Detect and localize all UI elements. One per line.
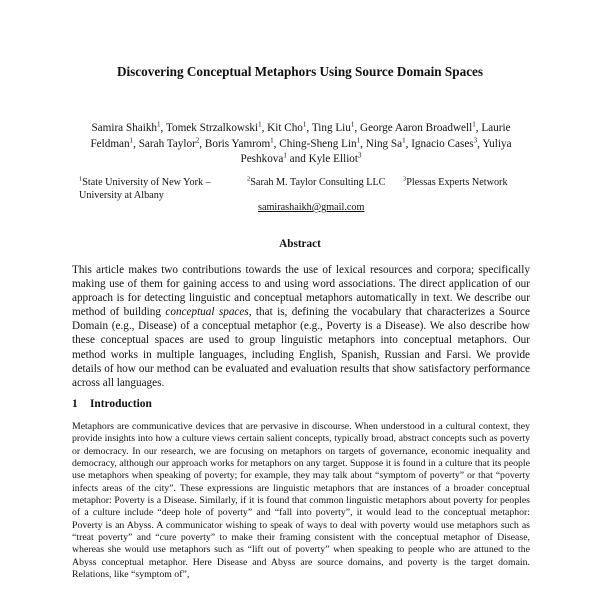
author: Ignacio Cases$^3$, bbox=[411, 135, 483, 150]
author: Yuliya Peshkova$^1$ and bbox=[240, 137, 512, 165]
affiliation-2: $^2$Sarah M. Taylor Consulting LLC bbox=[247, 175, 386, 188]
author-list bbox=[70, 121, 532, 168]
author: Kyle Elliot$^3$ bbox=[308, 151, 362, 165]
section-heading-introduction: 1 Introduction bbox=[72, 398, 152, 410]
affiliation-1: $^1$State University of New York – University at Albany bbox=[79, 175, 211, 201]
author: Ting Liu$^1$, bbox=[311, 120, 360, 134]
abstract-heading: Abstract bbox=[279, 238, 321, 250]
abstract-text: This article makes two contributions towards the use of lexical resources and corpora; specifically making use of them for gaining access to and using word associations. The direct application of our approach is for detecting linguistic and conceptual metaphors automatically in text. We describe our method of building conceptual spaces, that is, defining the vocabulary that characterizes a Source Domain (e.g., Disease) of a conceptual metaphor (e.g., Poverty is a Disease). We also describe how these conceptual spaces are used to group linguistic metaphors into conceptual metaphors. Our method works in multiple languages, including English, Spanish, Russian and Farsi. We provide details of how our method can be evaluated and evaluation results that show satisfactory performance across all languages. bbox=[72, 264, 530, 389]
affiliation-3: $^3$Plessas Experts Network bbox=[403, 175, 508, 188]
author: Ching-Sheng Lin$^1$, bbox=[279, 135, 366, 150]
author: Tomek Strzalkowski$^1$, bbox=[165, 120, 268, 134]
author: George Aaron Broadwell$^1$, bbox=[359, 120, 482, 134]
paper-title: Discovering Conceptual Metaphors Using Source Domain Spaces bbox=[116, 64, 484, 79]
author: Ning Sa$^1$, bbox=[365, 135, 412, 150]
author: Samira Shaikh$^1$, bbox=[91, 120, 166, 134]
author: Laurie Feldman$^1$, bbox=[90, 122, 511, 150]
abstract-emphasis: conceptual spaces bbox=[165, 306, 249, 319]
author: Kit Cho$^1$, bbox=[267, 120, 312, 134]
author: Sarah Taylor$^2$, bbox=[138, 135, 205, 150]
author: Boris Yamrom$^1$, bbox=[204, 135, 280, 150]
introduction-text bbox=[72, 421, 530, 581]
author-email-link[interactable]: samirashaikh@gmail.com bbox=[258, 202, 365, 213]
introduction-paragraph: Metaphors are communicative devices that are pervasive in discourse. When understood in a cultural context, they provide insights into how a culture views certain salient concepts, typically broad, abstract concepts such as poverty or democracy. In our research, we are focusing on metaphors on targets of governance, economic inequality and democracy, although our approach works for metaphors on any target. Suppose it is found in a culture that its people use metaphors when speaking of poverty; for example, they may talk about “symptom of poverty” or that “poverty infects areas of the city”. These expressions are linguistic metaphors that are instances of a broader conceptual metaphor: Poverty is a Disease. Similarly, if it is found that common linguistic metaphors about poverty for peoples of a culture include “deep hole of poverty” and “fall into poverty”, it would lead to the conceptual metaphor: Poverty is an Abyss. A communicator wishing to speak of ways to deal with poverty would use metaphors such as “treat poverty” and “cure poverty” to make their framing consistent with the conceptual metaphor of Disease, whereas she would use metaphors such as “lift out of poverty” when speaking to people who are attuned to the Abyss conceptual metaphor. Here Disease and Abyss are source domains, and poverty is the target domain. Relations, like “symptom of”, bbox=[72, 421, 530, 581]
